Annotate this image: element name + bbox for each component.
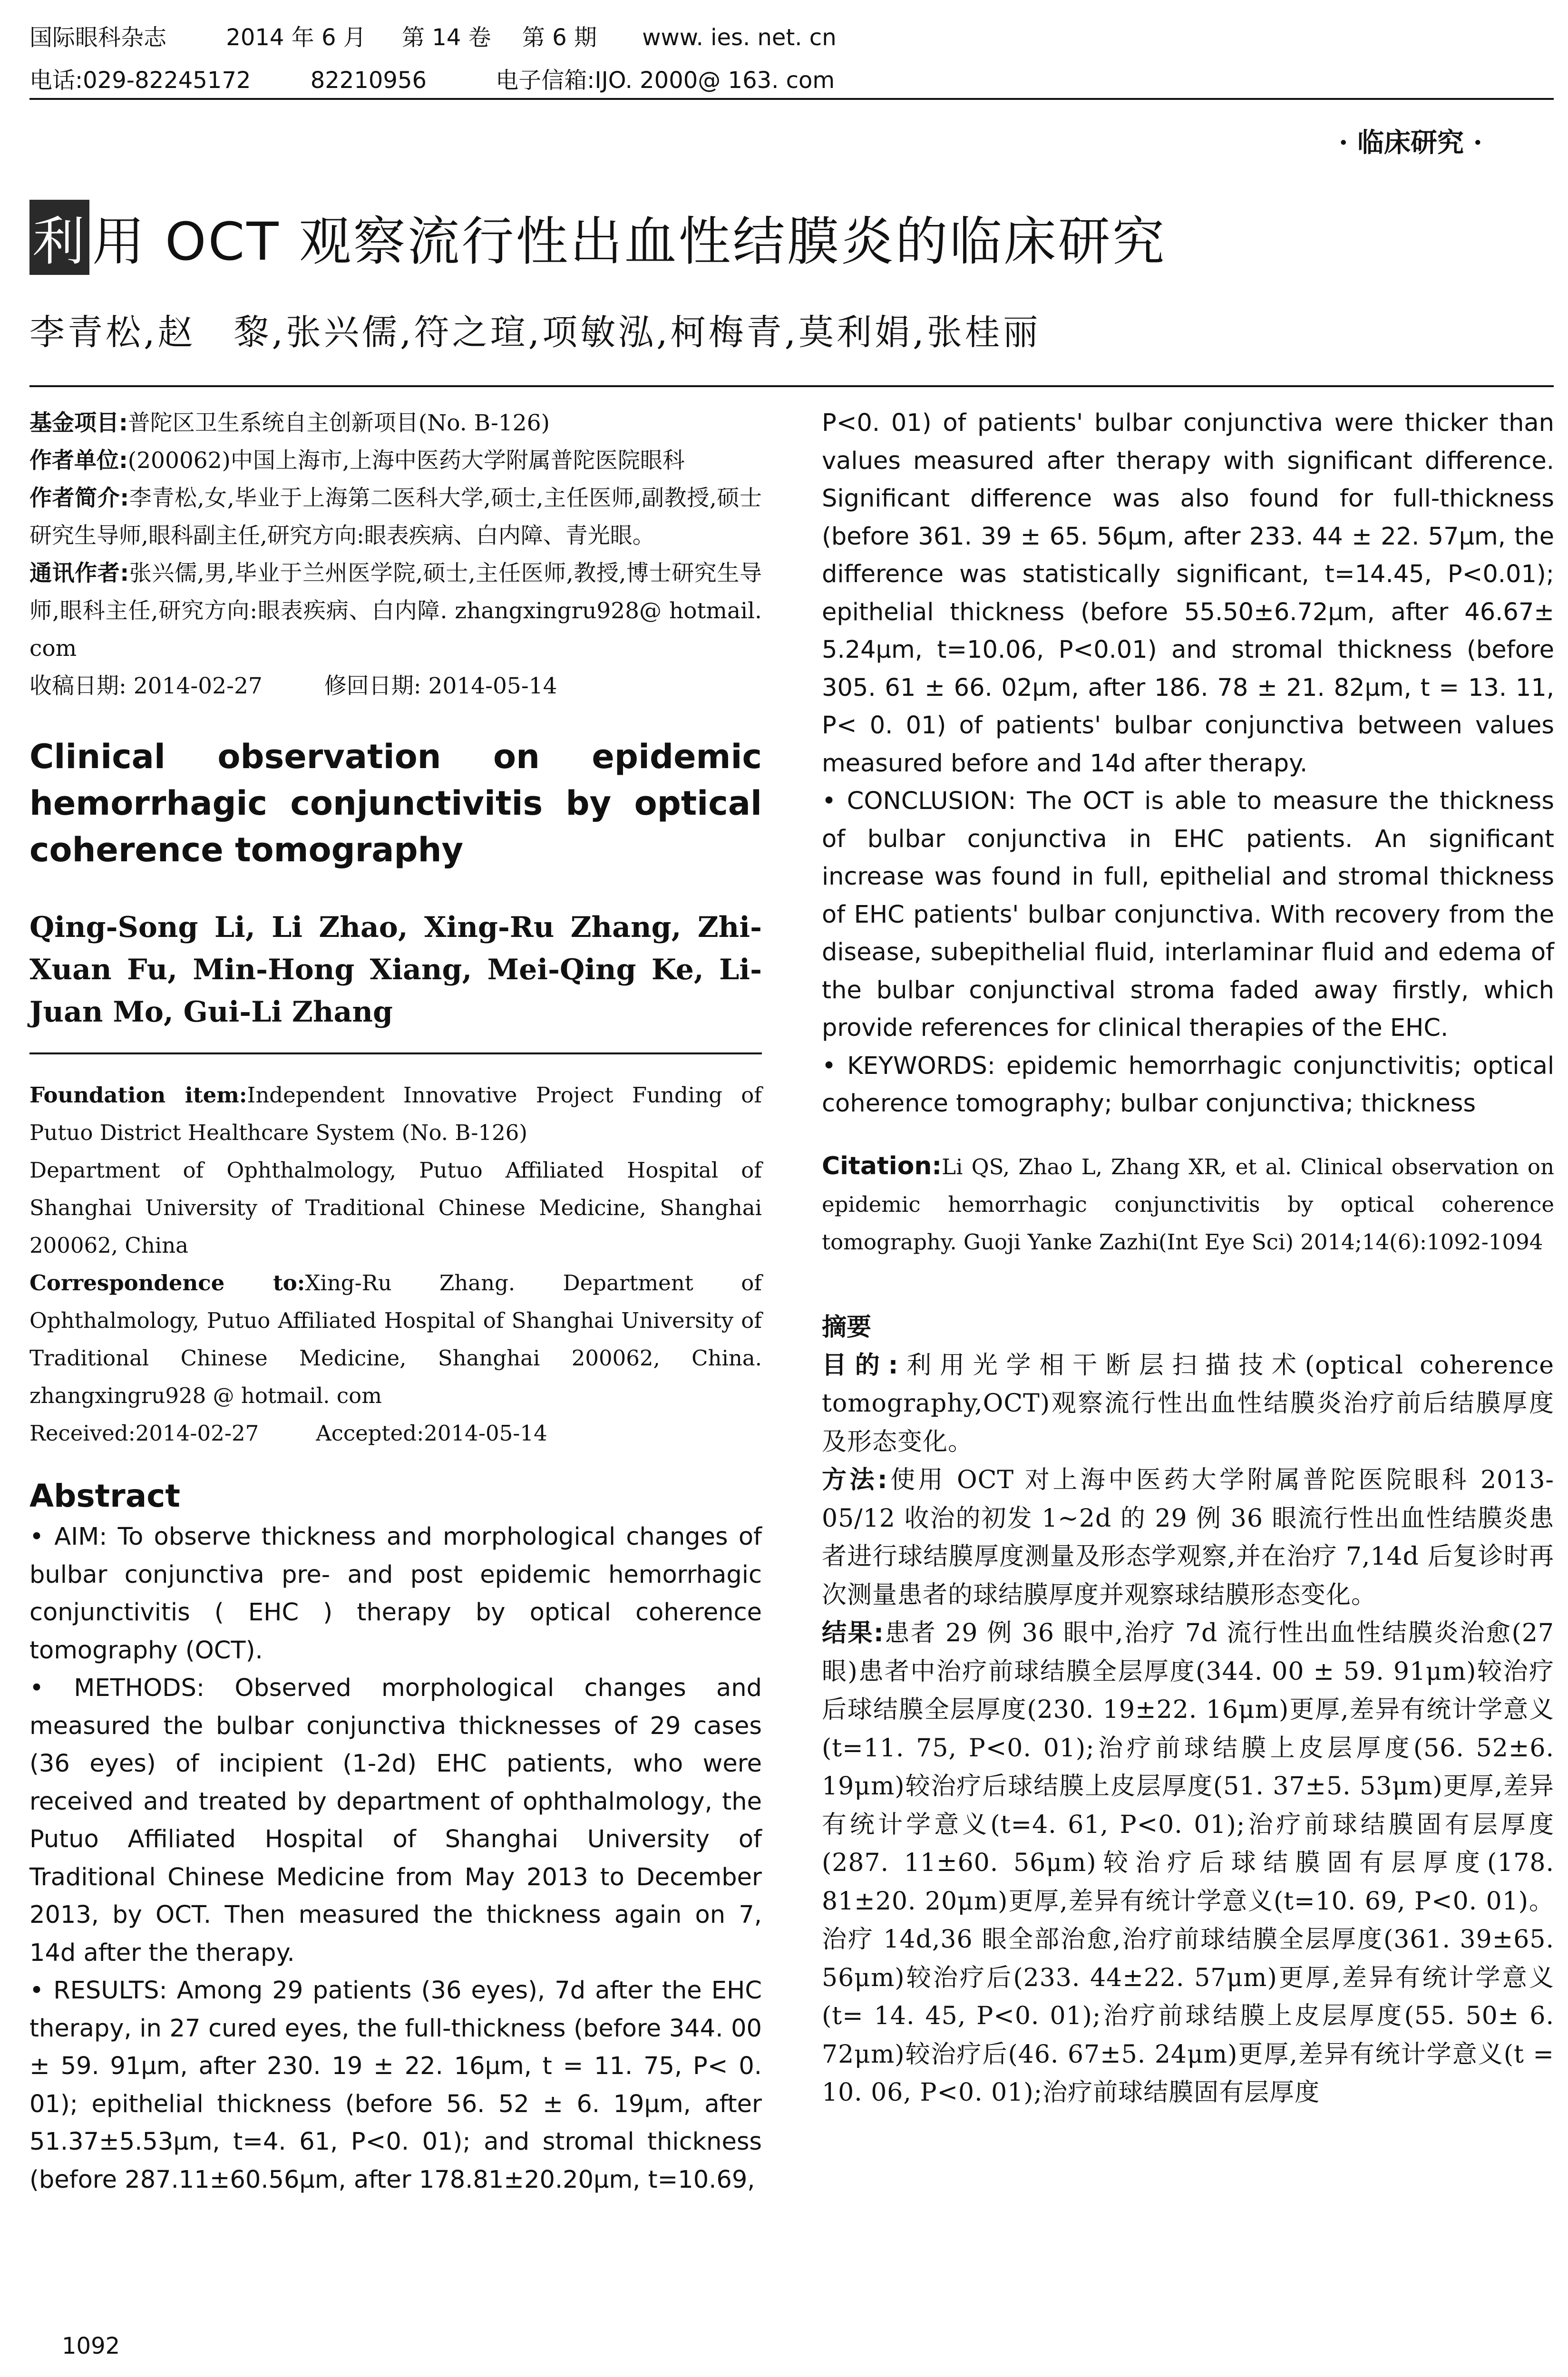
abstract-aim: • AIM: To observe thickness and morphological changes of bulbar conjunctiva pre- and post epidemic hemorrhagic conjunctivitis ( EHC ) therapy by optical coherence tomography (OCT).	[29, 1523, 762, 1665]
correspondence-text: Xing-Ru Zhang. Department of Ophthalmology, Putuo Affiliated Hospital of Shanghai University of Traditional Chinese Medicine, Shanghai 200062, China. zhangxingru928 @ hotmail. com	[29, 1270, 762, 1408]
abstract-methods: • METHODS: Observed morphological changes and measured the bulbar conjunctiva thicknesses of 29 cases (36 eyes) of incipient (1-2d) EHC patients, who were received and treated by department of ophthalmology, the Putuo Affiliated Hospital of Shanghai University of Traditional Chinese Medicine from May 2013 to December 2013, by OCT. Then measured the thickness again on 7, 14d after the therapy.	[29, 1674, 762, 1967]
unit-text: (200062)中国上海市,上海中医药大学附属普陀医院眼科	[127, 448, 685, 474]
abstract-body	[29, 1518, 762, 2199]
header-rule	[29, 98, 1554, 100]
paper-title	[29, 200, 1167, 275]
correspondence-label: Correspondence to:	[29, 1270, 305, 1296]
abstract-results: • RESULTS: Among 29 patients (36 eyes), 7d after the EHC therapy, in 27 cured eyes, the full-thickness (before 344. 00 ± 59. 91μm, after 230. 19 ± 22. 16μm, t = 11. 75, P< 0. 01); epithelial thickness (before 56. 52 ± 6. 19μm, after 51.37±5.53μm, t=4. 61, P<0. 01); and stromal thickness (before 287.11±60.56μm, after 178.81±20.20μm, t=10.69,	[29, 1977, 762, 2194]
abstract-heading: Abstract	[29, 1478, 180, 1514]
accepted-en: Accepted:2014-05-14	[316, 1421, 547, 1446]
fund-text: 普陀区卫生系统自主创新项目(No. B-126)	[127, 410, 550, 436]
received-en: Received:2014-02-27	[29, 1421, 259, 1446]
phone: 电话:029-82245172	[29, 67, 251, 94]
citation-text: Li QS, Zhao L, Zhang XR, et al. Clinical observation on epidemic hemorrhagic conjunctivitis by optical coherence tomography. Guoji Yanke Zazhi(Int Eye Sci) 2014;14(6):1092-1094	[822, 1154, 1554, 1255]
citation-label: Citation:	[822, 1151, 942, 1180]
en-metadata	[29, 1076, 762, 1452]
journal-header-line1	[29, 19, 837, 52]
cn-methods-label: 方法:	[822, 1466, 888, 1494]
abstract-keywords: • KEYWORDS: epidemic hemorrhagic conjunctivitis; optical coherence tomography; bulbar conjunctiva; thickness	[822, 1052, 1554, 1118]
corr-label-cn: 通讯作者:	[29, 560, 129, 586]
bio-text: 李青松,女,毕业于上海第二医科大学,硕士,主任医师,副教授,硕士研究生导师,眼科副主任,研究方向:眼表疾病、白内障、青光眼。	[29, 485, 762, 549]
revised-cn: 修回日期: 2014-05-14	[324, 673, 557, 699]
citation	[822, 1148, 1554, 1261]
foundation-text: Independent Innovative Project Funding of Putuo District Healthcare System (No. B-126)	[29, 1082, 762, 1145]
english-authors: Qing-Song Li, Li Zhao, Xing-Ru Zhang, Zhi-Xuan Fu, Min-Hong Xiang, Mei-Qing Ke, Li-Juan Mo, Gui-Li Zhang	[29, 911, 762, 1029]
title-initial: 利	[29, 200, 89, 275]
cn-abstract-body	[822, 1346, 1554, 2112]
journal-name: 国际眼科杂志	[29, 24, 167, 51]
email[interactable]: 电子信箱:IJO. 2000@ 163. com	[496, 67, 835, 94]
unit-label: 作者单位:	[29, 448, 128, 474]
cn-methods-text: 使用 OCT 对上海中医药大学附属普陀医院眼科 2013-05/12 收治的初发 1~2d 的 29 例 36 眼流行性出血性结膜炎患者进行球结膜厚度测量及形态学观察,并在治疗 7,14d 后复诊时再次测量患者的球结膜厚度并观察球结膜形态变化。	[822, 1466, 1554, 1609]
fund-label: 基金项目:	[29, 410, 128, 436]
cn-aim-text: 利用光学相干断层扫描技术(optical coherence tomography,OCT)观察流行性出血性结膜炎治疗前后结膜厚度及形态变化。	[822, 1351, 1555, 1456]
received-cn: 收稿日期: 2014-02-27	[29, 673, 263, 699]
foundation-label: Foundation item:	[29, 1082, 247, 1108]
website-link[interactable]: www. ies. net. cn	[642, 24, 837, 51]
abstract-body-continued	[822, 404, 1554, 1123]
volume: 第 14 卷	[402, 24, 491, 51]
department-text: Department of Ophthalmology, Putuo Affiliated Hospital of Shanghai University of Traditional Chinese Medicine, Shanghai 200062, China	[29, 1158, 762, 1258]
cn-results-label: 结果:	[822, 1619, 884, 1647]
issue-date: 2014 年 6 月	[226, 24, 366, 51]
cn-aim-label: 目的:	[822, 1351, 899, 1380]
cn-results-text: 患者 29 例 36 眼中,治疗 7d 流行性出血性结膜炎治愈(27 眼)患者中治疗前球结膜全层厚度(344. 00 ± 59. 91μm)较治疗后球结膜全层厚度(230. 19±22. 16μm)更厚,差异有统计学意义(t=11. 75, P<0. 01);治疗前球结膜上皮层厚度(56. 52±6. 19μm)较治疗后球结膜上皮层厚度(51. 37±5. 53μm)更厚,差异有统计学意义(t=4. 61, P<0. 01);治疗前球结膜固有层厚度(287. 11±60. 56μm)较治疗后球结膜固有层厚度(178. 81±20. 20μm)更厚,差异有统计学意义(t=10. 69, P<0. 01)。治疗 14d,36 眼全部治愈,治疗前球结膜全层厚度(361. 39±65. 56μm)较治疗后(233. 44±22. 57μm)更厚,差异有统计学意义(t= 14. 45, P<0. 01);治疗前球结膜上皮层厚度(55. 50± 6. 72μm)较治疗后(46. 67±5. 24μm)更厚,差异有统计学意义(t = 10. 06, P<0. 01);治疗前球结膜固有层厚度	[822, 1619, 1554, 2107]
right-column	[822, 404, 1554, 2112]
abstract-conclusion: • CONCLUSION: The OCT is able to measure the thickness of bulbar conjunctiva in EHC patients. An significant increase was found in full, epithelial and stromal thickness of EHC patients' bulbar conjunctiva. With recovery from the disease, subepithelial fluid, interlaminar fluid and edema of the bulbar conjunctival stroma faded away firstly, which provide references for clinical therapies of the EHC.	[822, 787, 1554, 1042]
bio-label: 作者简介:	[29, 485, 129, 511]
title-rule	[29, 385, 1554, 387]
abstract-results-continued: P<0. 01) of patients' bulbar conjunctiva were thicker than values measured after therapy with significant difference. Significant difference was also found for full-thickness (before 361. 39 ± 65. 56μm, after 233. 44 ± 22. 57μm, the difference was statistically significant, t=14.45, P<0.01); epithelial thickness (before 55.50±6.72μm, after 46.67± 5.24μm, t=10.06, P<0.01) and stromal thickness (before 305. 61 ± 66. 02μm, after 186. 78 ± 21. 82μm, t = 13. 11, P< 0. 01) of patients' bulbar conjunctiva between values measured before and 14d after therapy.	[822, 409, 1554, 778]
cn-abstract-heading: 摘要	[822, 1313, 872, 1342]
journal-header-line2	[29, 62, 835, 95]
section-label: · 临床研究 ·	[1339, 127, 1482, 158]
left-column	[29, 404, 762, 2199]
page-number: 1092	[62, 2333, 120, 2359]
author-separator	[29, 1052, 762, 1054]
phone-2: 82210956	[310, 67, 427, 94]
cn-metadata	[29, 404, 762, 705]
corr-text-cn: 张兴儒,男,毕业于兰州医学院,硕士,主任医师,教授,博士研究生导师,眼科主任,研究方向:眼表疾病、白内障. zhangxingru928@ hotmail. com	[29, 560, 762, 662]
issue: 第 6 期	[522, 24, 597, 51]
english-title: Clinical observation on epidemic hemorrhagic conjunctivitis by optical coherence tomography	[29, 737, 762, 869]
authors-cn: 李青松,赵 黎,张兴儒,符之瑄,项敏泓,柯梅青,莫利娟,张桂丽	[29, 312, 1041, 353]
title-text: 用 OCT 观察流行性出血性结膜炎的临床研究	[92, 211, 1167, 272]
